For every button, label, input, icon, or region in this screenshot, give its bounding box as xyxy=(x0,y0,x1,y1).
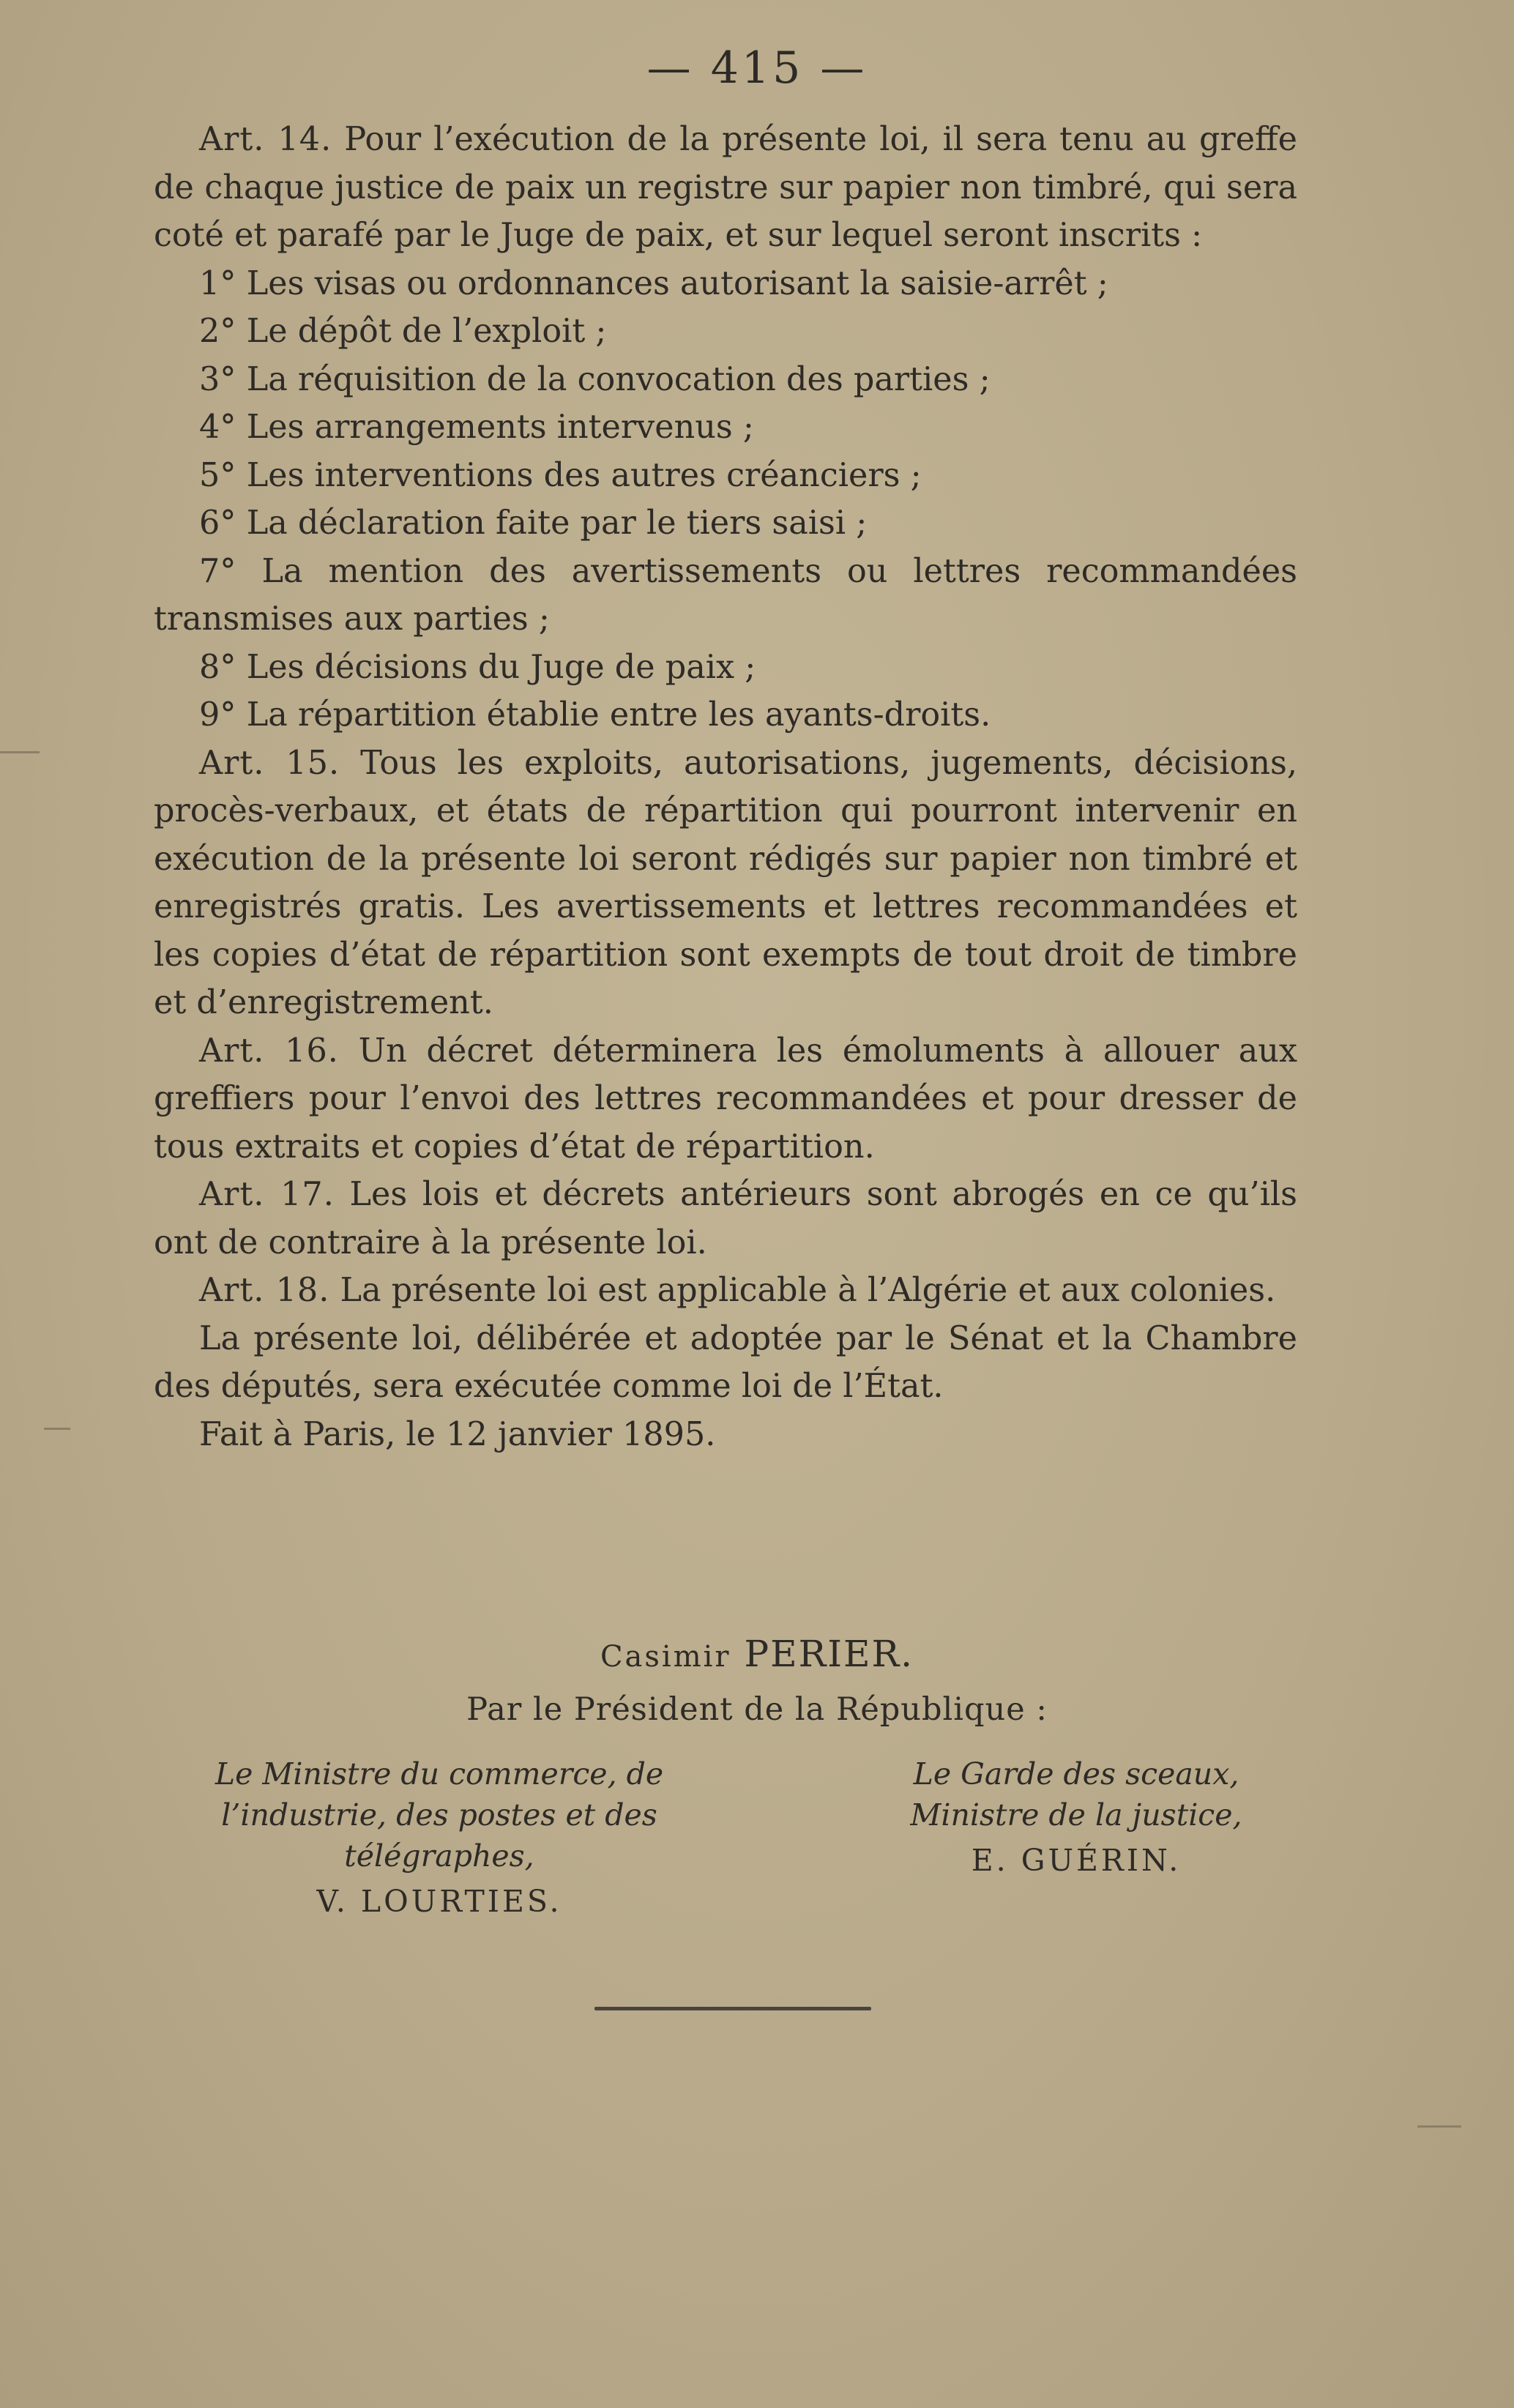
enum-item-6: 6° La déclaration faite par le tiers saisi ; xyxy=(199,504,868,542)
enum-item-2: 2° Le dépôt de l’exploit ; xyxy=(199,313,607,350)
article-17 xyxy=(154,1171,1297,1267)
article-14-text: Pour l’exécution de la présente loi, il sera tenu au greffe de chaque justice de paix un registre sur papier non timbré, qui sera coté et parafé par le Juge de paix, et sur lequel seront inscrits : xyxy=(154,121,1297,254)
article-16-label: Art. 16. xyxy=(199,1032,339,1070)
minister-justice xyxy=(849,1753,1303,1922)
president-signature xyxy=(0,1633,1514,1675)
article-17-text: Les lois et décrets antérieurs sont abrogés en ce qu’ils ont de contraire à la présente loi. xyxy=(154,1176,1297,1261)
enum-item-8: 8° Les décisions du Juge de paix ; xyxy=(199,648,756,686)
closing-paragraph: La présente loi, délibérée et adoptée par le Sénat et la Chambre des députés, sera exécutée comme loi de l’État. xyxy=(154,1319,1297,1405)
minister-justice-name: E. GUÉRIN. xyxy=(971,1843,1182,1878)
article-18-label: Art. 18. xyxy=(199,1272,330,1309)
minister-commerce xyxy=(154,1753,725,1922)
margin-mark-right xyxy=(1417,2125,1461,2128)
minister-justice-role: Le Garde des sceaux, Ministre de la justice, xyxy=(910,1756,1242,1833)
article-18 xyxy=(154,1267,1297,1315)
margin-mark-left-2 xyxy=(44,1428,70,1430)
minister-signatures xyxy=(154,1753,1303,1922)
president-first-name: Casimir xyxy=(600,1640,731,1674)
enum-item-9: 9° La répartition établie entre les ayants-droits. xyxy=(199,696,991,734)
margin-mark-left-1 xyxy=(0,751,40,753)
enum-item-1: 1° Les visas ou ordonnances autorisant la saisie-arrêt ; xyxy=(199,264,1108,302)
enum-item-3: 3° La réquisition de la convocation des parties ; xyxy=(199,360,991,398)
law-text xyxy=(154,116,1297,1458)
closing-rule xyxy=(594,2007,871,2010)
article-18-text: La présente loi est applicable à l’Algérie et aux colonies. xyxy=(340,1272,1276,1309)
article-15-label: Art. 15. xyxy=(199,744,340,782)
article-16 xyxy=(154,1027,1297,1171)
enum-item-5: 5° Les interventions des autres créanciers ; xyxy=(199,456,922,494)
article-16-text: Un décret déterminera les émoluments à allouer aux greffiers pour l’envoi des lettres recommandées et pour dresser de tous extraits et copies d’état de répartition. xyxy=(154,1032,1297,1166)
page-number: — 415 — xyxy=(646,42,868,94)
article-15-text: Tous les exploits, autorisations, jugements, décisions, procès-verbaux, et états de répartition qui pourront intervenir en exécution de la présente loi seront rédigés sur papier non timbré et enregistrés gratis. Les avertissements et lettres recommandées et les copies d’état de répartition sont exempts de tout droit de timbre et d’enregistrement. xyxy=(154,744,1297,1021)
minister-commerce-name: V. LOURTIES. xyxy=(316,1884,562,1919)
enum-item-4: 4° Les arrangements intervenus ; xyxy=(199,409,754,446)
article-14-label: Art. 14. xyxy=(199,121,332,158)
enum-item-7: 7° La mention des avertissements ou lettres recommandées transmises aux parties ; xyxy=(154,552,1297,638)
article-14 xyxy=(154,116,1297,260)
minister-commerce-role: Le Ministre du commerce, de l’industrie, des postes et des télégraphes, xyxy=(215,1756,664,1874)
president-last-name: PERIER. xyxy=(744,1633,914,1675)
article-17-label: Art. 17. xyxy=(199,1176,335,1213)
by-president-line: Par le Président de la République : xyxy=(466,1691,1048,1728)
article-15 xyxy=(154,739,1297,1027)
date-line: Fait à Paris, le 12 janvier 1895. xyxy=(199,1415,716,1453)
